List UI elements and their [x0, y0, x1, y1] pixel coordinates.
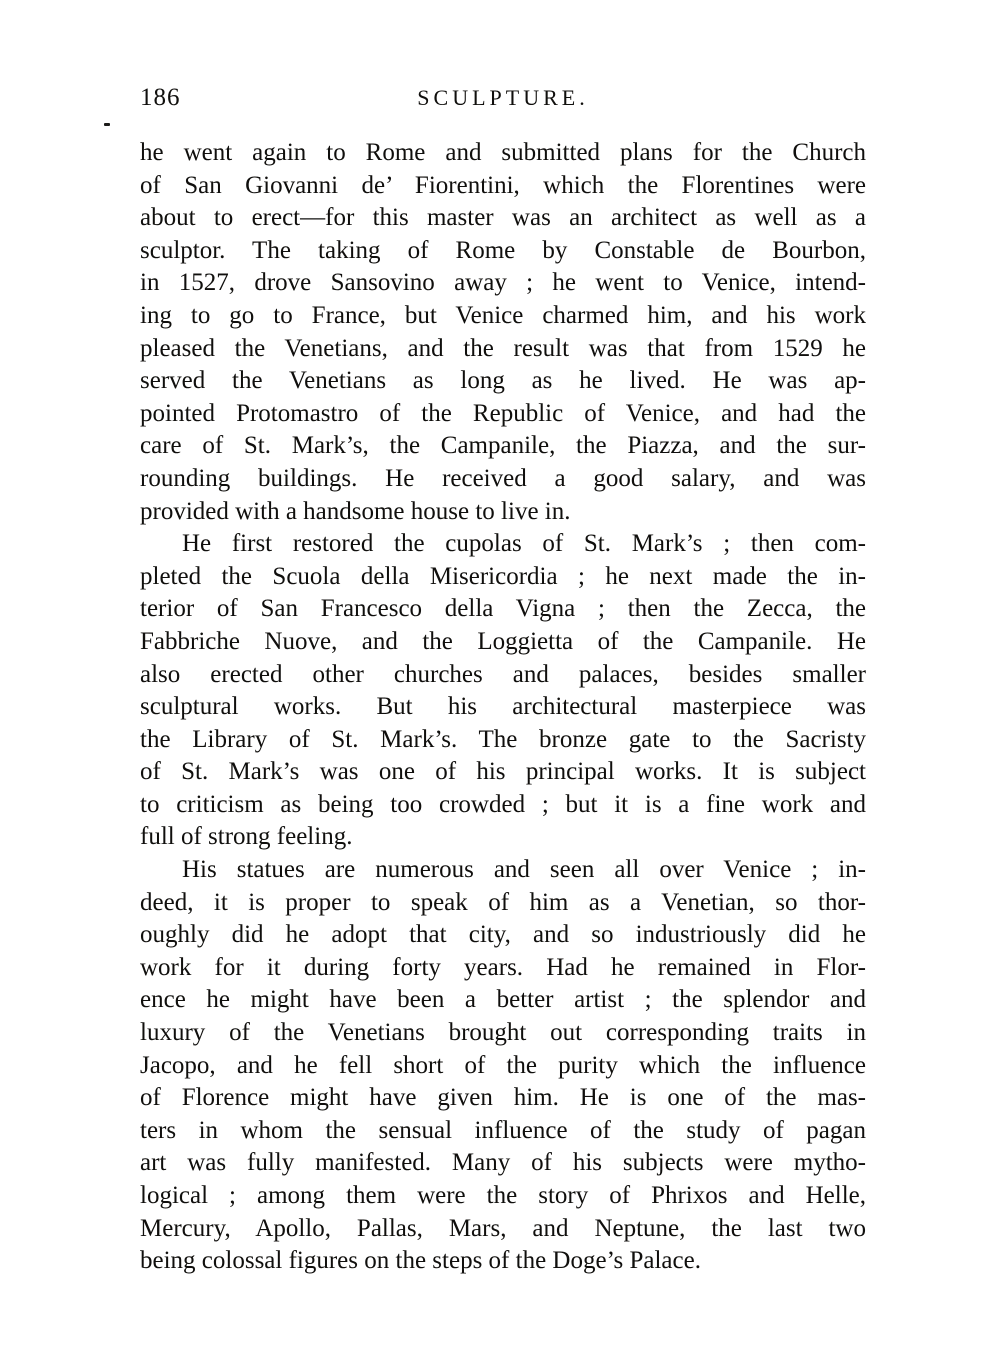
text-line: also erected other churches and palaces, besides smaller	[140, 660, 866, 688]
text-line: logical ; among them were the story of Phrixos and Helle,	[140, 1182, 866, 1209]
text-line: His statues are numerous and seen all over Venice ; in-	[182, 856, 866, 884]
text-line: full of strong feeling.	[140, 823, 353, 851]
page-header	[140, 82, 866, 114]
text-line: Jacopo, and he fell short of the purity which the influence	[140, 1051, 866, 1079]
text-line: ters in whom the sensual influence of the study of pagan	[140, 1116, 866, 1144]
text-line: art was fully manifested. Many of his subjects were mytho-	[140, 1149, 866, 1177]
text-line: terior of San Francesco della Vigna ; then the Zecca, the	[140, 595, 866, 623]
text-line: the Library of St. Mark’s. The bronze gate to the Sacristy	[140, 725, 866, 753]
text-line: ing to go to France, but Venice charmed him, and his work	[140, 301, 866, 329]
text-line: rounding buildings. He received a good salary, and was	[140, 464, 866, 492]
text-line: care of St. Mark’s, the Campanile, the Piazza, and the sur-	[140, 432, 866, 460]
text-line: Fabbriche Nuove, and the Loggietta of the Campanile. He	[140, 627, 866, 655]
text-line: ence he might have been a better artist ; the splendor and	[140, 986, 866, 1014]
page-text	[140, 137, 866, 1278]
paragraph	[140, 528, 866, 854]
text-line: deed, it is proper to speak of him as a Venetian, so thor-	[140, 888, 866, 916]
text-line: in 1527, drove Sansovino away ; he went to Venice, intend-	[140, 269, 866, 297]
paragraph	[140, 137, 866, 528]
text-line: work for it during forty years. Had he remained in Flor-	[140, 953, 866, 981]
text-line: to criticism as being too crowded ; but it is a fine work and	[140, 790, 866, 818]
text-line: Mercury, Apollo, Pallas, Mars, and Neptune, the last two	[140, 1214, 866, 1242]
text-line: of St. Mark’s was one of his principal works. It is subject	[140, 758, 866, 786]
text-line: oughly did he adopt that city, and so industriously did he	[140, 921, 866, 949]
text-line: being colossal figures on the steps of the Doge’s Palace.	[140, 1247, 701, 1275]
text-line: about to erect—for this master was an architect as well as a	[140, 204, 866, 232]
text-line: of San Giovanni de’ Fiorentini, which the Florentines were	[140, 171, 866, 199]
text-line: pointed Protomastro of the Republic of Venice, and had the	[140, 399, 866, 427]
text-line: pleased the Venetians, and the result was that from 1529 he	[140, 334, 866, 362]
text-line: luxury of the Venetians brought out corresponding traits in	[140, 1019, 866, 1047]
text-line: sculptor. The taking of Rome by Constable de Bourbon,	[140, 236, 866, 264]
page-number: 186	[140, 84, 181, 111]
running-title: SCULPTURE.	[417, 85, 589, 110]
text-line: pleted the Scuola della Misericordia ; he next made the in-	[140, 562, 866, 590]
text-line: He first restored the cupolas of St. Mark’s ; then com-	[182, 530, 866, 558]
text-line: provided with a handsome house to live in.	[140, 497, 571, 525]
text-line: sculptural works. But his architectural masterpiece was	[140, 693, 866, 721]
paragraph	[140, 854, 866, 1278]
scan-artifact-dash	[104, 123, 110, 126]
text-line: served the Venetians as long as he lived. He was ap-	[140, 367, 866, 395]
text-line: he went again to Rome and submitted plans for the Church	[140, 139, 866, 166]
text-line: of Florence might have given him. He is one of the mas-	[140, 1084, 866, 1112]
